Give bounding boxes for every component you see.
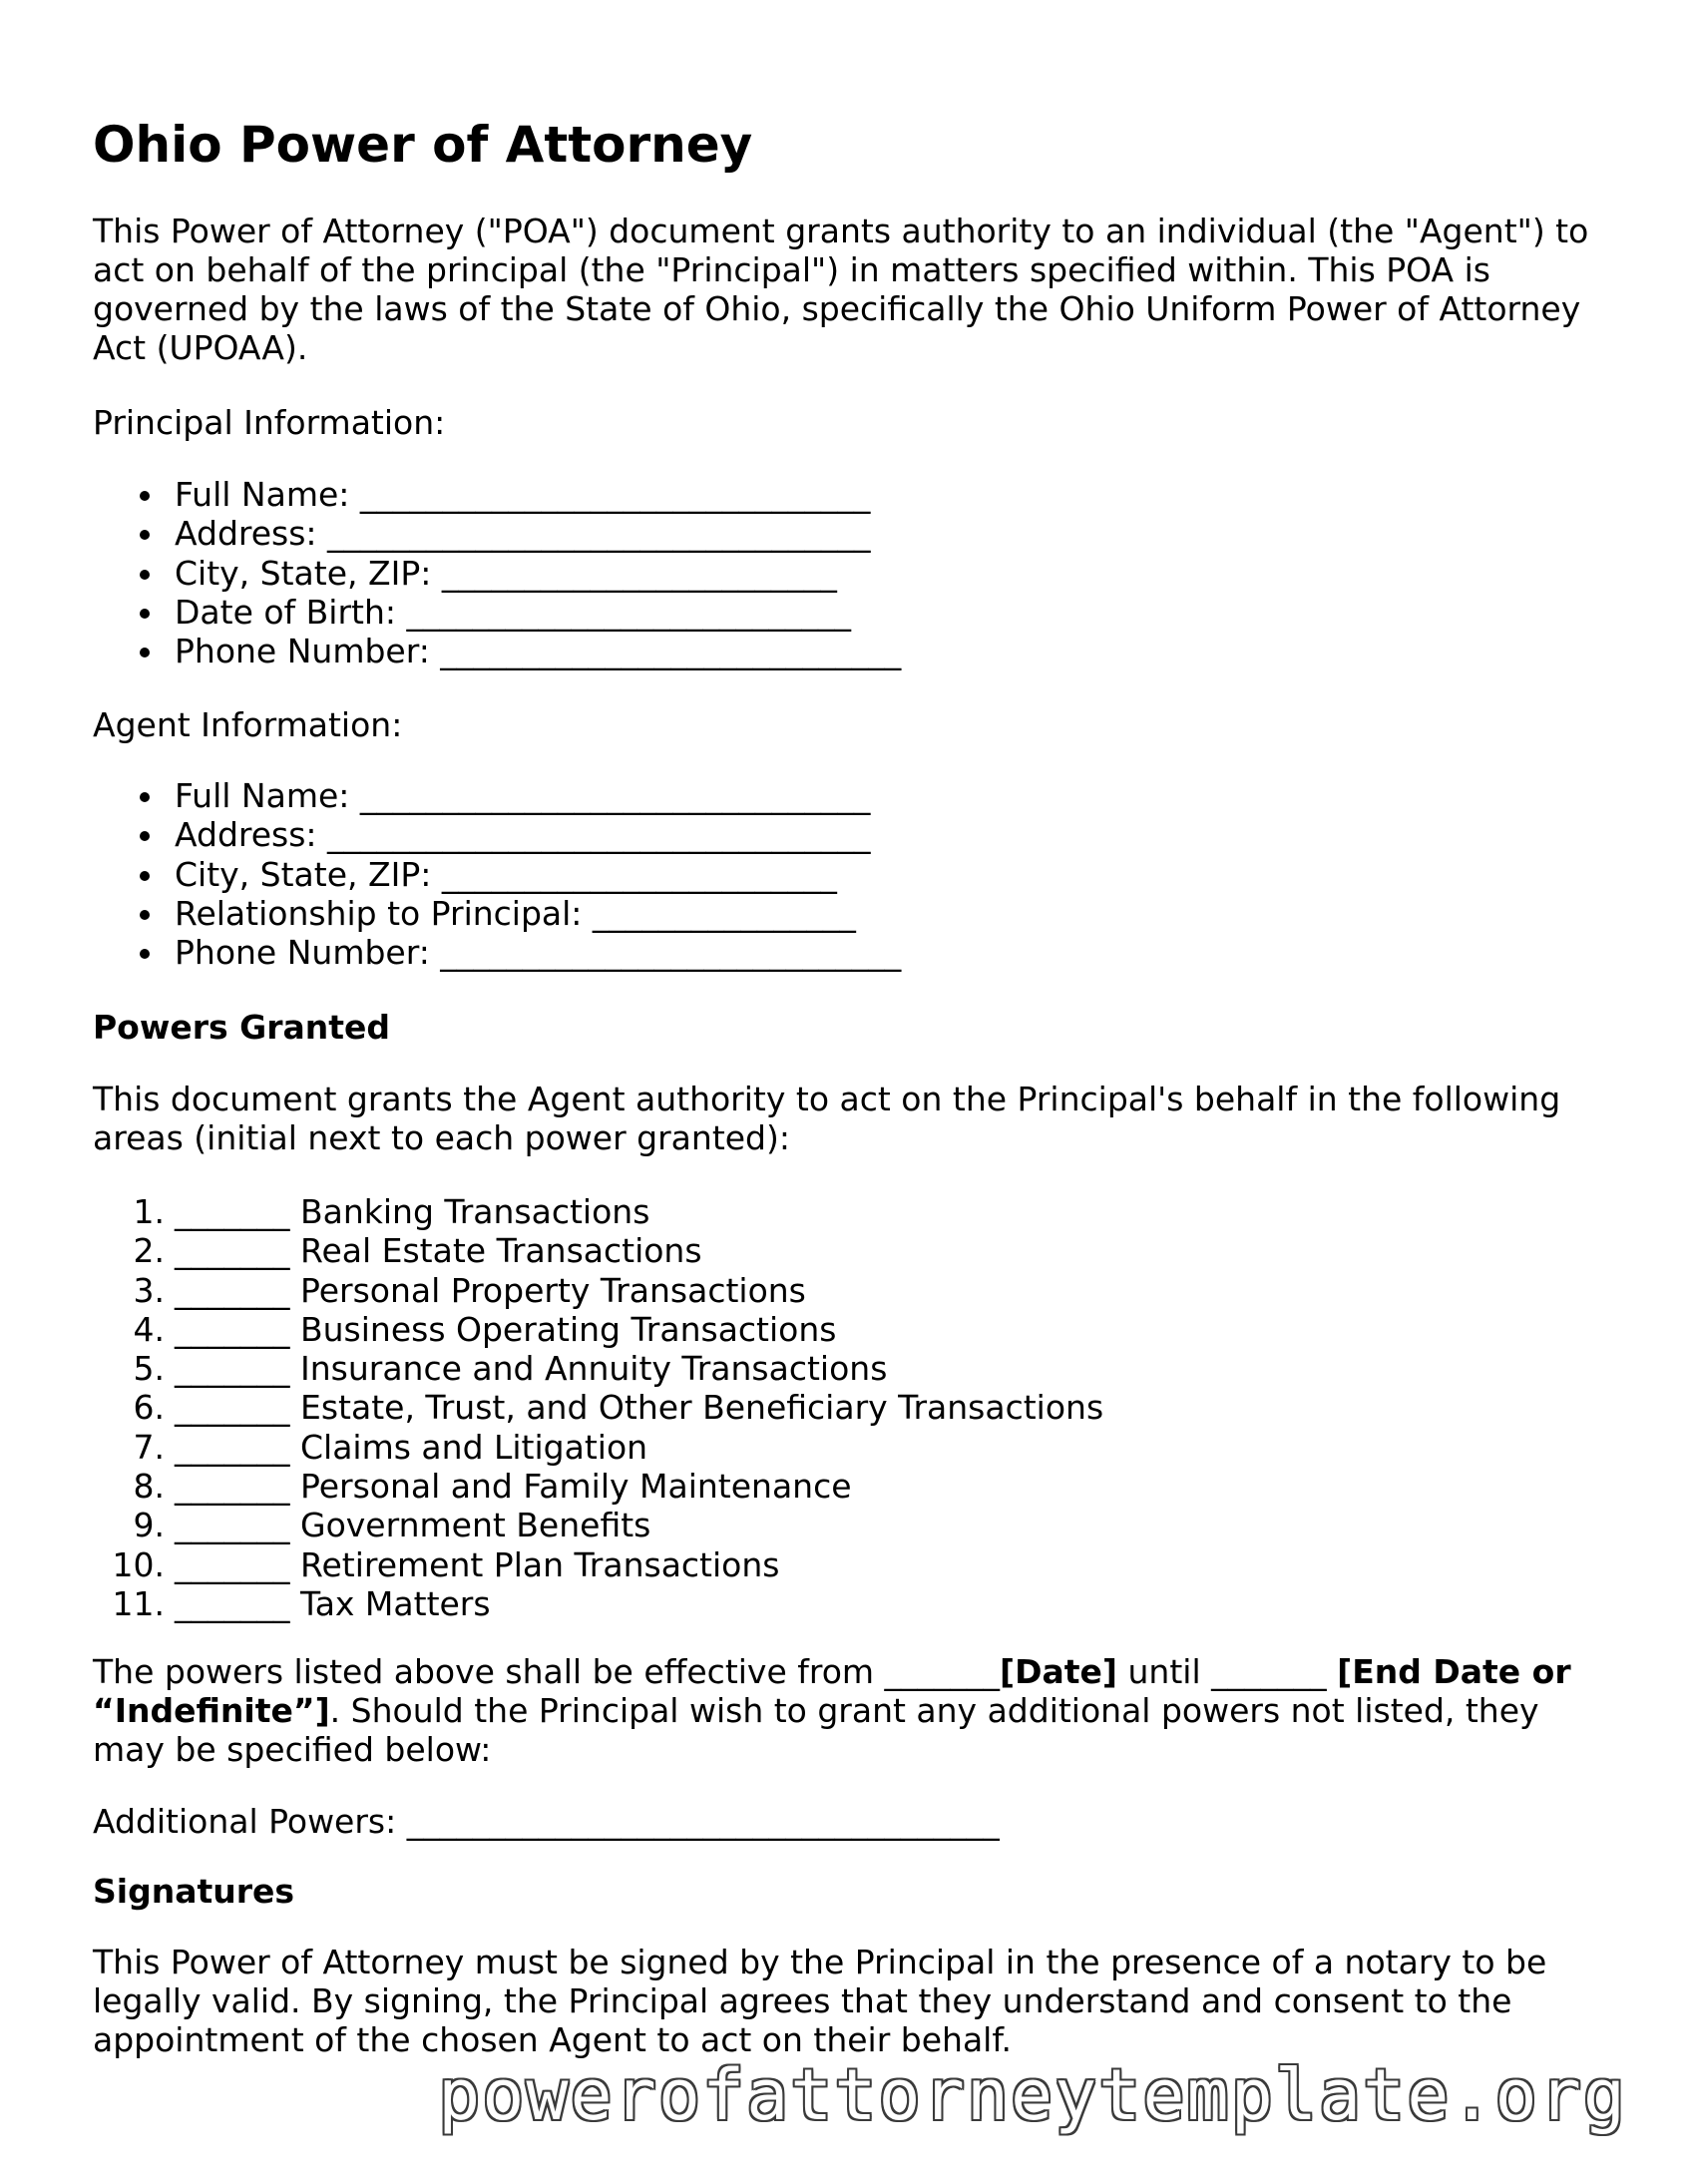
effective-suffix: . Should the Principal wish to grant any additional powers not listed, they may be specified below: [93, 1691, 1539, 1769]
power-number: 2. [133, 1231, 165, 1271]
power-item [93, 1428, 1103, 1467]
document-title: Ohio Power of Attorney [93, 116, 753, 174]
power-label: Personal and Family Maintenance [300, 1467, 852, 1507]
principal-fields [93, 475, 901, 670]
power-label: Insurance and Annuity Transactions [300, 1349, 888, 1389]
power-item [93, 1467, 1103, 1506]
initial-blank: _______ [175, 1388, 290, 1428]
power-label: Estate, Trust, and Other Beneficiary Transactions [300, 1388, 1104, 1428]
effective-paragraph [93, 1652, 1609, 1769]
power-item [93, 1192, 1103, 1231]
agent-field-phone: Phone Number: ____________________________ [93, 933, 901, 972]
power-label: Real Estate Transactions [300, 1231, 702, 1271]
principal-field-phone: Phone Number: ____________________________ [93, 632, 901, 670]
power-number: 5. [133, 1349, 165, 1389]
initial-blank: _______ [175, 1270, 290, 1310]
effective-middle: until _______ [1117, 1652, 1327, 1691]
agent-field-full-name: Full Name: _______________________________ [93, 776, 901, 815]
power-item [93, 1271, 1103, 1310]
watermark-text: powerofattorneytemplate.org [438, 2054, 1627, 2136]
principal-field-city-state-zip: City, State, ZIP: ________________________ [93, 554, 901, 593]
agent-heading: Agent Information: [93, 705, 403, 744]
signatures-paragraph: This Power of Attorney must be signed by the Principal in the presence of a notary to be legally valid. By signing, the Principal agrees that they understand and consent to the appointment of the chosen Agent to act on their behalf. [93, 1943, 1547, 2059]
power-item [93, 1231, 1103, 1270]
initial-blank: _______ [175, 1583, 290, 1623]
power-number: 4. [133, 1309, 165, 1349]
power-item [93, 1506, 1103, 1544]
power-number: 7. [133, 1427, 165, 1467]
power-item [93, 1349, 1103, 1388]
powers-intro: This document grants the Agent authority to act on the Principal's behalf in the following areas (initial next to each power granted): [93, 1080, 1561, 1157]
initial-blank: _______ [175, 1544, 290, 1584]
power-item [93, 1584, 1103, 1623]
power-label: Retirement Plan Transactions [300, 1544, 780, 1584]
principal-field-full-name: Full Name: _______________________________ [93, 475, 901, 514]
power-item [93, 1388, 1103, 1427]
power-item [93, 1545, 1103, 1584]
principal-field-date-of-birth: Date of Birth: ___________________________ [93, 593, 901, 632]
power-label: Personal Property Transactions [300, 1270, 806, 1310]
power-number: 10. [112, 1544, 165, 1584]
effective-prefix: The powers listed above shall be effective from _______ [93, 1652, 1001, 1691]
initial-blank: _______ [175, 1427, 290, 1467]
power-label: Government Benefits [300, 1506, 651, 1545]
initial-blank: _______ [175, 1349, 290, 1389]
signatures-heading: Signatures [93, 1872, 295, 1911]
power-label: Business Operating Transactions [300, 1309, 837, 1349]
power-number: 9. [133, 1506, 165, 1545]
power-number: 1. [133, 1192, 165, 1231]
power-number: 3. [133, 1270, 165, 1310]
agent-field-relationship: Relationship to Principal: ________________ [93, 894, 901, 933]
initial-blank: _______ [175, 1506, 290, 1545]
effective-date-label: [Date] [1000, 1652, 1118, 1691]
initial-blank: _______ [175, 1192, 290, 1231]
powers-list [93, 1192, 1103, 1623]
powers-heading: Powers Granted [93, 1008, 391, 1047]
initial-blank: _______ [175, 1309, 290, 1349]
agent-fields [93, 776, 901, 972]
intro-paragraph: This Power of Attorney ("POA") document grants authority to an individual (the "Agent") to act on behalf of the principal (the "Principal") in matters specified within. This POA is governed by the laws of the State of Ohio, specifically the Ohio Uniform Power of Attorney Act (UPOAA). [93, 212, 1589, 367]
additional-powers-line: Additional Powers: ____________________________________ [93, 1802, 1000, 1841]
agent-field-address: Address: _________________________________ [93, 815, 901, 854]
power-number: 11. [112, 1583, 165, 1623]
power-label: Tax Matters [300, 1583, 491, 1623]
effective-end-label: [End Date or “Indefinite”] [93, 1652, 1571, 1730]
principal-heading: Principal Information: [93, 403, 446, 442]
power-label: Claims and Litigation [300, 1427, 648, 1467]
initial-blank: _______ [175, 1231, 290, 1271]
power-number: 8. [133, 1467, 165, 1507]
agent-field-city-state-zip: City, State, ZIP: ________________________ [93, 855, 901, 894]
power-label: Banking Transactions [300, 1192, 650, 1231]
principal-field-address: Address: _________________________________ [93, 514, 901, 553]
power-item [93, 1310, 1103, 1349]
power-number: 6. [133, 1388, 165, 1428]
initial-blank: _______ [175, 1467, 290, 1507]
